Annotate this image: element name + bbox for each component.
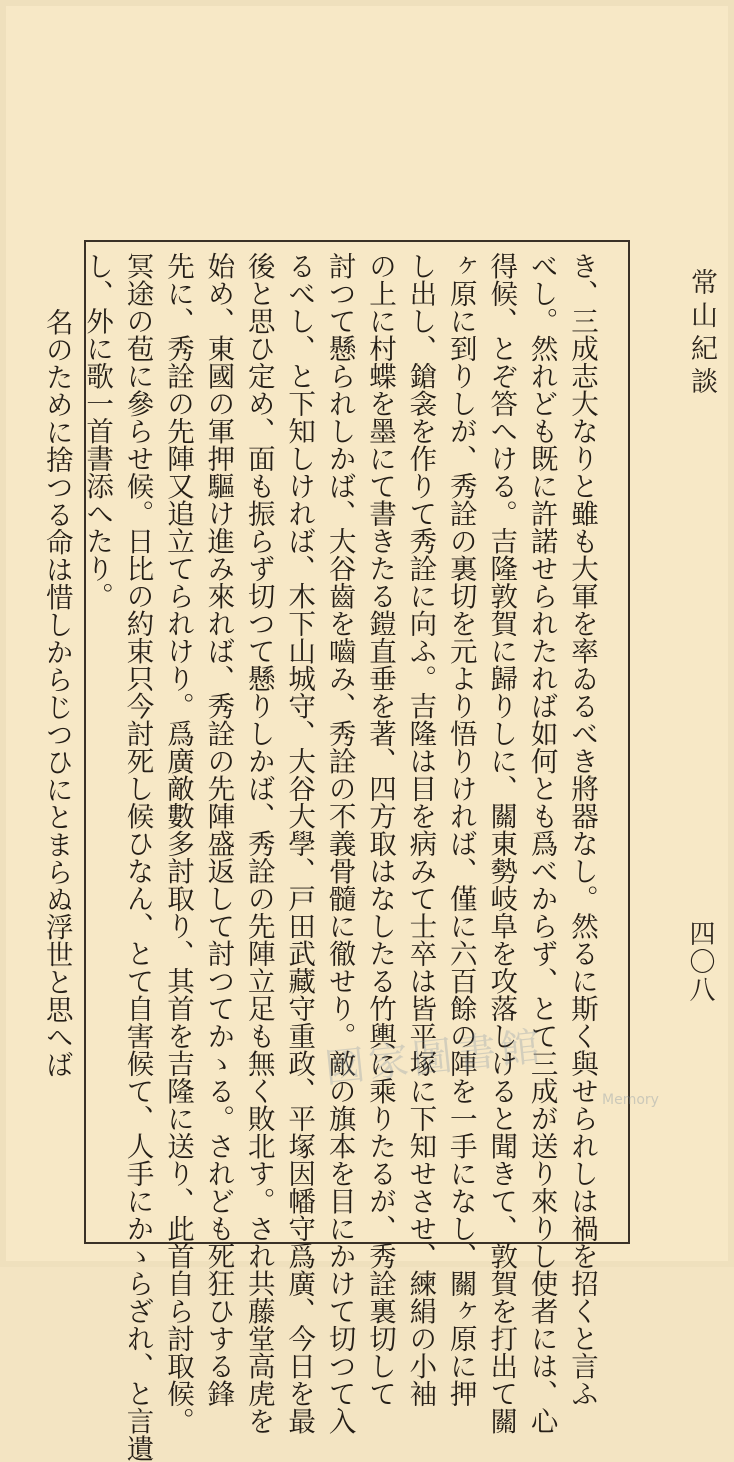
text-column: 得候、とぞ答へける。吉隆敦賀に歸りしに、關東勢岐阜を攻落しけると聞きて、敦賀を打出て關 bbox=[485, 252, 518, 1435]
text-column: 先に、秀詮の先陣又追立てられけり。爲廣敵數多討取り、其首を吉隆に送り、此首自ら討取候。 bbox=[161, 252, 194, 1435]
text-column: るべし、と下知しければ、木下山城守、大谷大學、戸田武藏守重政、平塚因幡守爲廣、今日を最 bbox=[283, 252, 316, 1435]
text-column: ヶ原に到りしが、秀詮の裏切を元より悟りければ、僅に六百餘の陣を一手になし、關ヶ原に押 bbox=[444, 252, 477, 1407]
text-column: し出し、鎗衾を作りて秀詮に向ふ。吉隆は目を病みて士卒は皆平塚に下知せさせ、練絹の小袖 bbox=[404, 252, 437, 1407]
text-column: 始め、東國の軍押驅け進み來れば、秀詮の先陣盛返して討つてかゝる。されども死狂ひする鋒 bbox=[202, 252, 235, 1407]
poem-column: 名のために捨つる命は惜しからじつひにとまらぬ浮世と思へば bbox=[40, 308, 73, 1078]
text-column: き、三成志大なりと雖も大軍を率ゐるべき將器なし。然るに斯く與せられしは禍を招くと言ふ bbox=[566, 252, 598, 1407]
text-column: の上に村蝶を墨にて書きたる鎧直垂を著、四方取はなしたる竹輿に乘りたるが、秀詮裏切して bbox=[363, 252, 396, 1407]
library-watermark: 國家圖書館 bbox=[322, 1023, 547, 1093]
running-title: 常山紀談 bbox=[686, 268, 717, 400]
watermark-caption: Memory bbox=[602, 1092, 659, 1108]
text-column: べし。然れども既に許諾せられたれば如何とも爲べからず、とて三成が送り來りし使者には、心 bbox=[525, 252, 558, 1435]
text-column: し、外に歌一首書添へたり。 bbox=[81, 252, 114, 610]
text-column: 冥途の苞に參らせ候。日比の約束只今討死し候ひなん、とて自害候て、人手にかゝらざれ、と言遺 bbox=[121, 252, 154, 1462]
text-column: 討つて懸られしかば、大谷齒を嚙み、秀詮の不義骨髓に徹せり。敵の旗本を目にかけて切つて入 bbox=[323, 252, 356, 1435]
text-column: 後と思ひ定め、面も振らず切つて懸りしかば、秀詮の先陣立足も無く敗北す。され共藤堂高虎を bbox=[242, 252, 275, 1435]
page-number: 四〇八 bbox=[685, 920, 715, 1004]
